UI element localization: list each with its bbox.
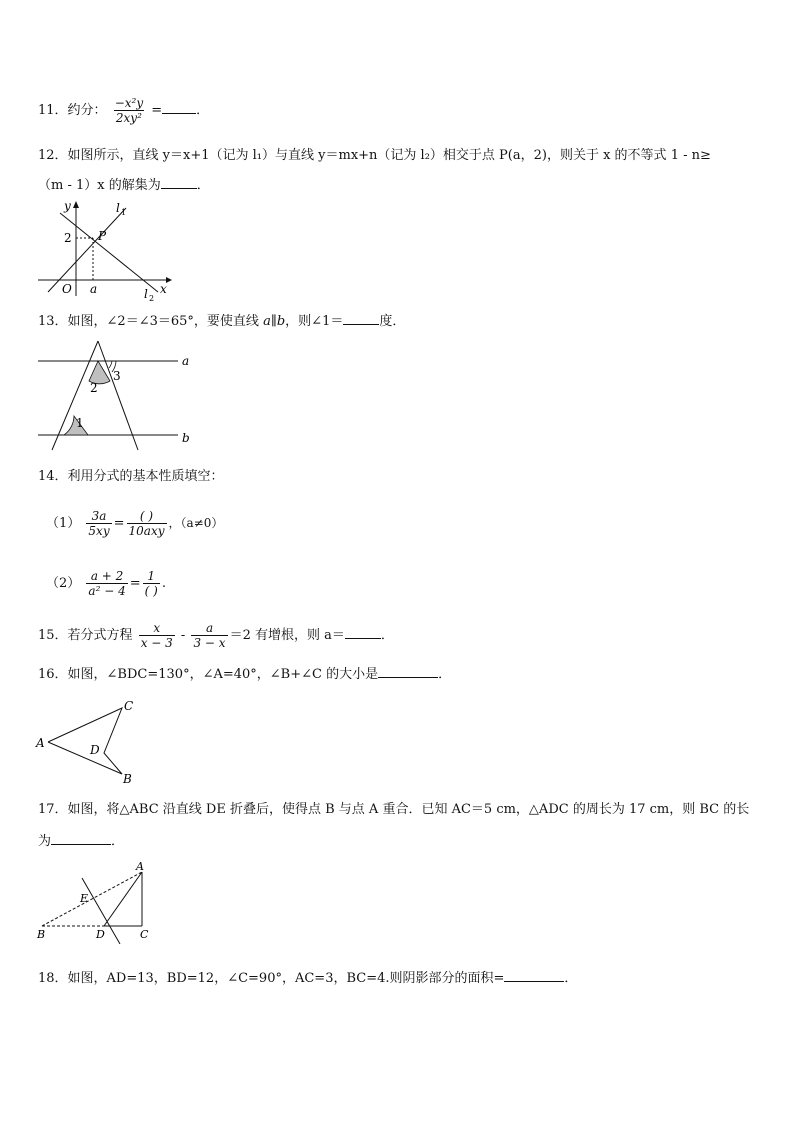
- q11-fraction: [113, 96, 145, 125]
- q13-line-b: b: [276, 314, 286, 329]
- label-y: y: [64, 199, 71, 213]
- segment-AD: [104, 872, 142, 926]
- label-B: B: [37, 928, 46, 941]
- q14-p2-label: （2）: [46, 576, 81, 591]
- q14-p1-label: （1）: [46, 516, 81, 531]
- transversal-right: [98, 341, 138, 450]
- label-angle-2: 2: [90, 381, 98, 395]
- label-D: D: [96, 928, 105, 941]
- answer-blank-18[interactable]: [504, 969, 564, 982]
- label-A: A: [36, 736, 45, 750]
- question-13: [38, 312, 405, 331]
- line-l1: [48, 208, 126, 292]
- quadrilateral-ABDC: [48, 708, 122, 774]
- label-l1-sub: 1: [121, 208, 127, 217]
- q15-text-pre: 15．若分式方程: [38, 628, 133, 643]
- question-12-line2: （m - 1）x 的解集为 ．: [38, 178, 210, 193]
- label-angle-3: 3: [113, 369, 121, 383]
- q14-p1-left-fraction: $\frac{3a}{5xy}$: [88, 509, 110, 538]
- question-17-line2: 为 ．: [38, 834, 125, 849]
- answer-blank-15[interactable]: [345, 626, 381, 639]
- q11-label: 11．约分：: [38, 103, 107, 118]
- q18-text: 18．如图，AD=13，BD=12，∠C=90°，AC=3，BC=4.则阴影部分的面积=: [38, 971, 505, 986]
- label-a: a: [182, 354, 190, 368]
- label-two: 2: [64, 231, 72, 245]
- label-angle-1: 1: [76, 416, 84, 430]
- q11-denominator: 2xy²: [115, 111, 142, 125]
- q13-parallel: ∥: [270, 314, 277, 329]
- segment-BA-dashed: [42, 872, 142, 926]
- q16-dart-figure: [30, 694, 150, 788]
- label-l2-sub: 2: [149, 294, 155, 303]
- q14-p2-blank-denominator[interactable]: ( ): [144, 584, 158, 598]
- question-15: 15．若分式方程 $\frac{x}{x - 3}$ - $\frac{a}{3 - x}$ ＝2 有增根，则 a＝ ．: [38, 621, 394, 650]
- q13-line-a: a: [263, 314, 271, 329]
- q12-graph-figure: [30, 196, 180, 304]
- label-A: A: [136, 860, 144, 873]
- label-l2: l: [144, 287, 148, 301]
- question-11: 11．约分： $\frac{\text{−x²y}}{\text{2xy²}}$ = ．: [38, 96, 210, 125]
- q15-fraction-2: $\frac{a}{3 - x}$: [193, 621, 226, 650]
- q14-p2-right-fraction: $\frac{1}{( )}$: [144, 569, 158, 598]
- answer-blank-17[interactable]: [51, 832, 111, 845]
- q16-text: 16．如图，∠BDC=130°，∠A=40°，∠B+∠C 的大小是: [38, 667, 379, 682]
- y-axis-arrow-icon: [73, 201, 79, 208]
- label-b: b: [182, 431, 190, 445]
- q11-numerator: −x²y: [114, 96, 144, 110]
- q13-text-mid: ，则∠1＝: [285, 314, 344, 329]
- x-axis-arrow-icon: [166, 277, 172, 283]
- label-a: a: [90, 282, 98, 296]
- question-14-part2: （2） $\frac{a + 2}{\text{a² − 4}}$ = $\frac{1}{( )}$ .: [46, 569, 166, 598]
- answer-blank-11[interactable]: [162, 101, 196, 114]
- q12-line2-text: （m - 1）x 的解集为: [38, 178, 161, 193]
- q13-parallel-lines-figure: [32, 336, 202, 456]
- question-14-part1: （1） $\frac{3a}{5xy}$ = $\frac{( )}{\text{10axy}}$ ，（a≠0）: [46, 509, 224, 538]
- label-origin: O: [62, 282, 72, 296]
- q13-text-post: 度．: [379, 314, 406, 329]
- label-D: D: [90, 743, 100, 757]
- label-C: C: [140, 928, 149, 941]
- question-12-line1: 12．如图所示，直线 y＝x+1（记为 l₁）与直线 y＝mx+n（记为 l₂）相交于点 P(a，2)，则关于 x 的不等式 1 - n≥: [38, 148, 711, 163]
- answer-blank-12[interactable]: [161, 176, 197, 189]
- question-14-title: 14．利用分式的基本性质填空：: [38, 469, 224, 484]
- label-C: C: [124, 699, 134, 713]
- label-E: E: [80, 892, 89, 905]
- label-P: P: [98, 229, 107, 243]
- angle-3-arc-inner: [109, 361, 112, 368]
- label-B: B: [123, 772, 132, 786]
- question-17-line1: 17．如图，将△ABC 沿直线 DE 折叠后，使得点 B 与点 A 重合．已知 AC＝5 cm，△ADC 的周长为 17 cm，则 BC 的长: [38, 802, 750, 817]
- label-l1: l: [116, 201, 120, 215]
- q14-p1-blank-numerator[interactable]: ( ): [139, 509, 154, 523]
- q15-text-post: ＝2 有增根，则 a＝: [229, 628, 345, 643]
- q13-text-pre: 13．如图，∠2＝∠3＝65°，要使直线: [38, 314, 259, 329]
- answer-blank-13[interactable]: [343, 312, 379, 325]
- q14-p1-right-fraction: $\frac{( )}{\text{10axy}}$: [128, 509, 165, 538]
- q17-fold-figure: [32, 860, 162, 944]
- q14-p1-condition: ，（a≠0）: [168, 516, 224, 530]
- question-18: 18．如图，AD=13，BD=12，∠C=90°，AC=3，BC=4.则阴影部分的面积= ．: [38, 971, 578, 986]
- q14-p2-left-fraction: $\frac{a + 2}{\text{a² − 4}}$: [88, 569, 126, 598]
- answer-blank-16[interactable]: [378, 665, 438, 678]
- q15-fraction-1: $\frac{x}{x - 3}$: [140, 621, 173, 650]
- question-16: 16．如图，∠BDC=130°，∠A=40°，∠B+∠C 的大小是 ．: [38, 667, 452, 682]
- q11-equals: =: [151, 103, 163, 118]
- label-x: x: [160, 282, 167, 296]
